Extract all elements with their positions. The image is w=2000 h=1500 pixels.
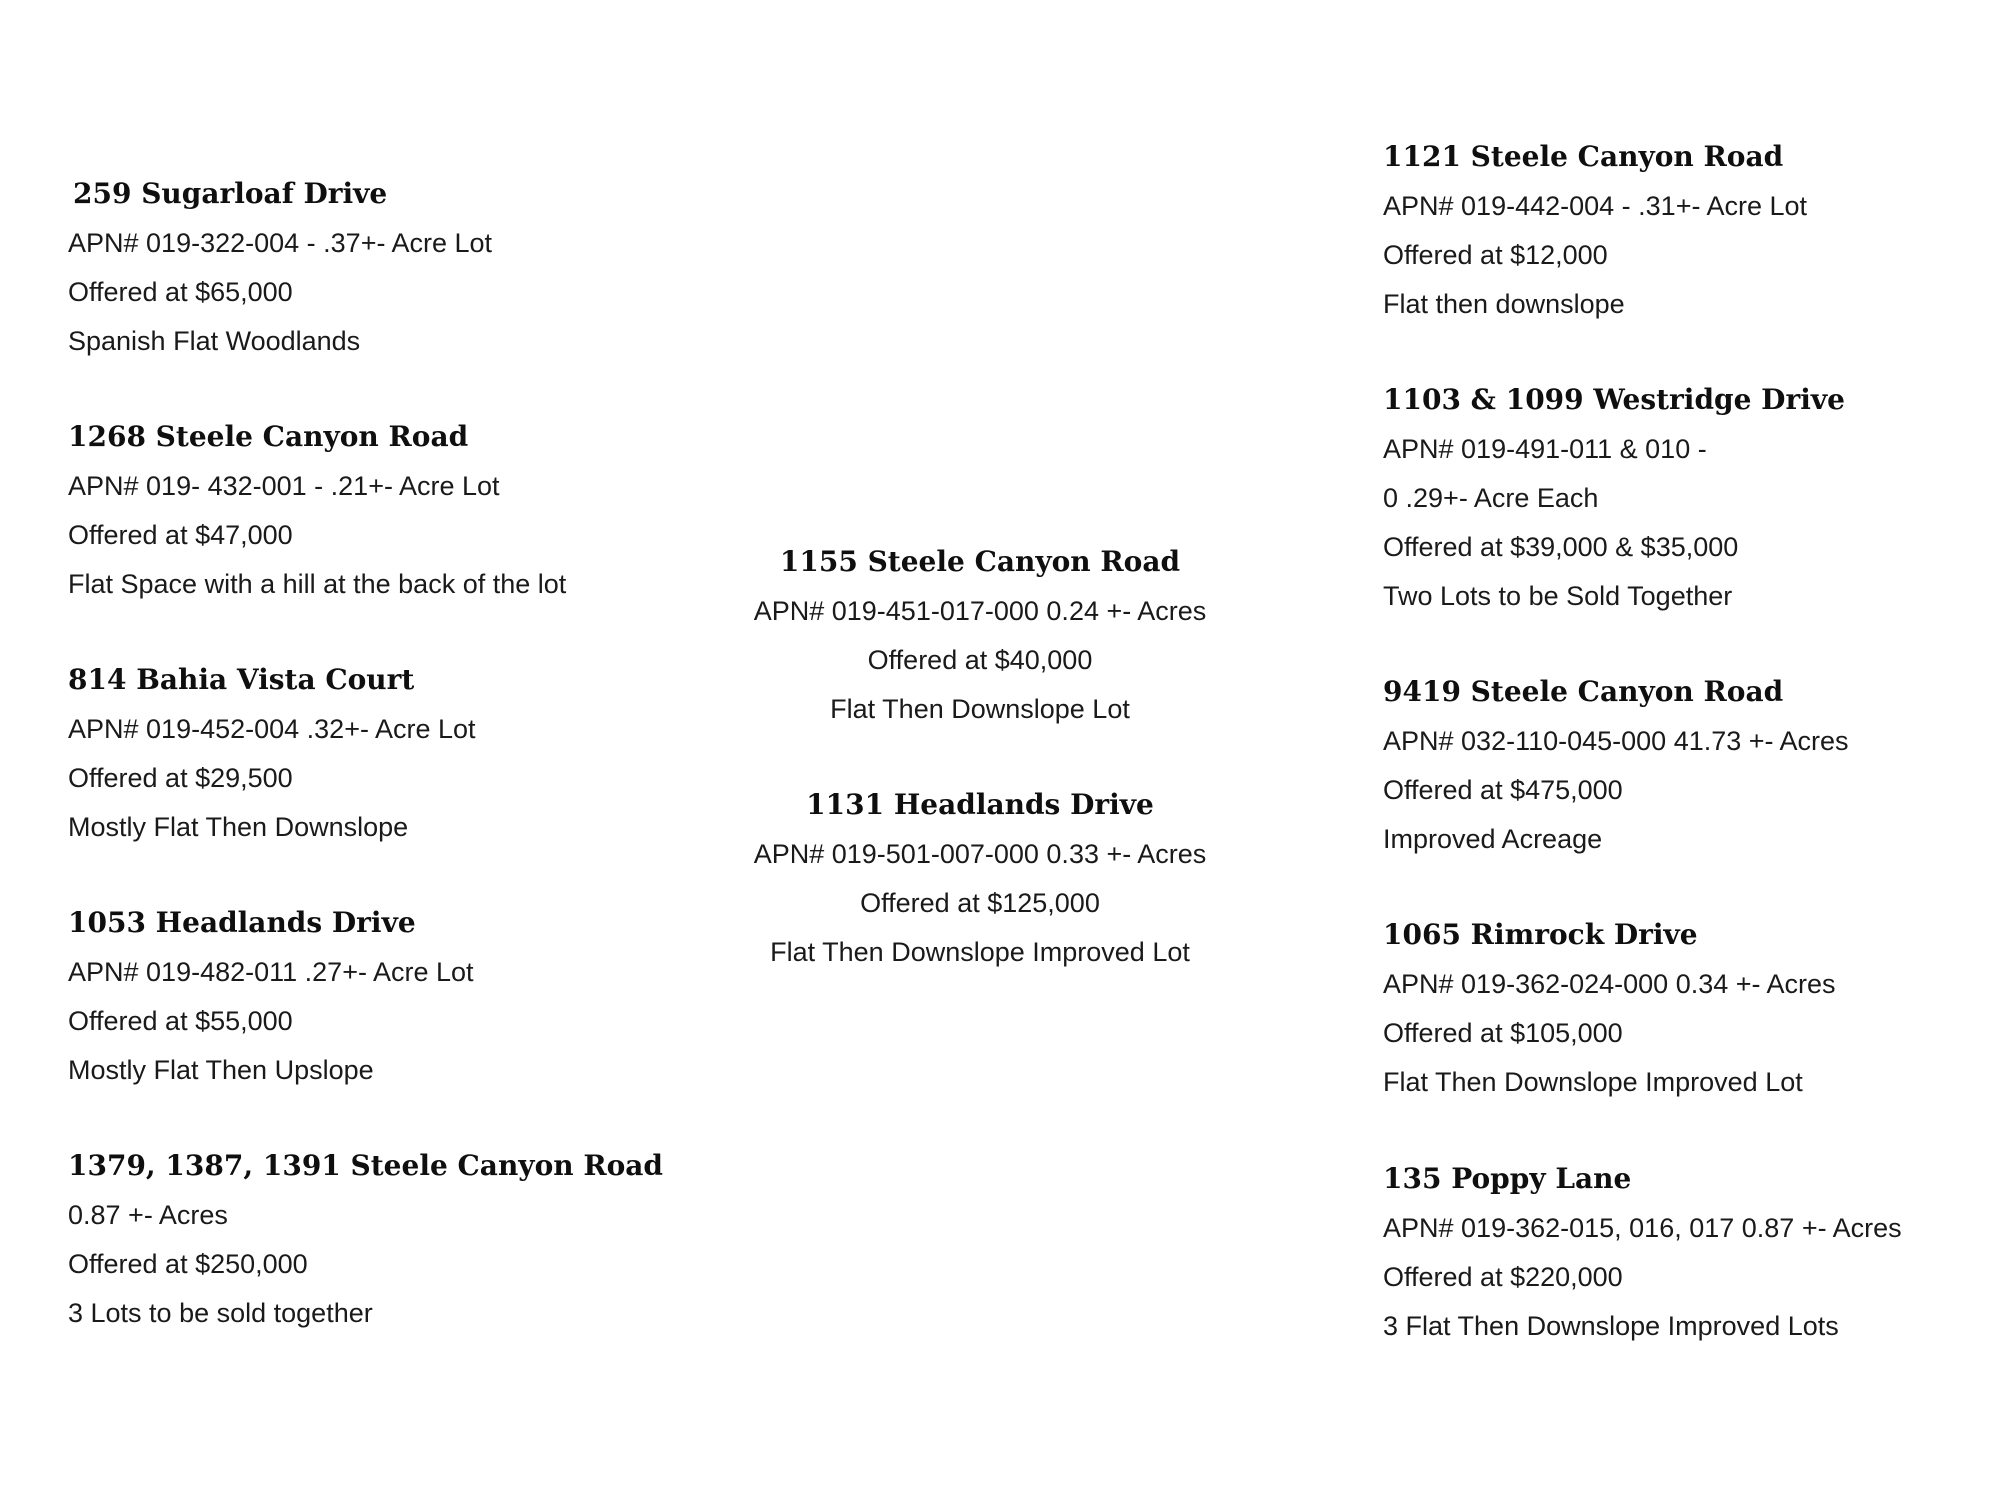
listing-price: Offered at $29,500: [68, 763, 293, 793]
listing-apn: APN# 019-451-017-000 0.24 +- Acres: [753, 596, 1207, 626]
listing-acreage: 0 .29+- Acre Each: [1383, 483, 1599, 513]
listing-apn: APN# 019-501-007-000 0.33 +- Acres: [753, 839, 1207, 869]
listing-acreage: 0.87 +- Acres: [68, 1200, 228, 1230]
listing-price: Offered at $105,000: [1383, 1018, 1623, 1048]
listing-1268-steele-canyon-road: [68, 418, 688, 614]
listing-title: 1131 Headlands Drive: [806, 788, 1154, 821]
listing-1053-headlands-drive: [68, 904, 688, 1100]
listing-description: Mostly Flat Then Upslope: [68, 1055, 374, 1085]
listing-title: 1103 & 1099 Westridge Drive: [1383, 383, 1845, 416]
listing-9419-steele-canyon-road: [1383, 673, 1983, 869]
listing-apn: APN# 032-110-045-000 41.73 +- Acres: [1383, 726, 1849, 756]
listing-title: 1155 Steele Canyon Road: [779, 545, 1181, 578]
listing-title: 1121 Steele Canyon Road: [1383, 140, 1784, 173]
listing-title: 1268 Steele Canyon Road: [68, 420, 469, 453]
listing-title: 135 Poppy Lane: [1383, 1162, 1632, 1195]
listing-price: Offered at $220,000: [1383, 1262, 1623, 1292]
listing-description: Spanish Flat Woodlands: [68, 326, 361, 356]
listing-description: 3 Lots to be sold together: [68, 1298, 373, 1328]
listing-price: Offered at $55,000: [68, 1006, 293, 1036]
listing-apn: APN# 019-452-004 .32+- Acre Lot: [68, 714, 476, 744]
listing-title: 259 Sugarloaf Drive: [73, 177, 388, 210]
listing-title: 9419 Steele Canyon Road: [1383, 675, 1784, 708]
listing-price: Offered at $65,000: [68, 277, 293, 307]
listing-price: Offered at $475,000: [1383, 775, 1623, 805]
listing-title: 814 Bahia Vista Court: [68, 663, 415, 696]
listing-259-sugarloaf-drive: [68, 175, 688, 371]
listing-814-bahia-vista-court: [68, 661, 688, 857]
listing-title: 1379, 1387, 1391 Steele Canyon Road: [68, 1149, 664, 1182]
listing-1121-steele-canyon-road: [1383, 138, 1983, 334]
listing-1131-headlands-drive: [700, 786, 1260, 982]
listing-1103-1099-westridge-drive: [1383, 381, 1983, 626]
listing-description: Two Lots to be Sold Together: [1383, 581, 1733, 611]
listing-1065-rimrock-drive: [1383, 916, 1983, 1112]
listing-price: Offered at $250,000: [68, 1249, 308, 1279]
listing-price: Offered at $40,000: [867, 645, 1093, 675]
listing-apn: APN# 019-442-004 - .31+- Acre Lot: [1383, 191, 1808, 221]
listing-apn: APN# 019- 432-001 - .21+- Acre Lot: [68, 471, 500, 501]
listing-apn: APN# 019-322-004 - .37+- Acre Lot: [68, 228, 493, 258]
listing-description: Flat Then Downslope Improved Lot: [770, 937, 1190, 967]
listing-apn: APN# 019-491-011 & 010 -: [1383, 434, 1707, 464]
listing-price: Offered at $125,000: [860, 888, 1100, 918]
listing-135-poppy-lane: [1383, 1160, 1983, 1356]
listing-description: Improved Acreage: [1383, 824, 1603, 854]
listing-description: Flat Then Downslope Lot: [830, 694, 1130, 724]
listing-apn: APN# 019-482-011 .27+- Acre Lot: [68, 957, 474, 987]
listing-price: Offered at $47,000: [68, 520, 293, 550]
listing-description: Flat Then Downslope Improved Lot: [1383, 1067, 1803, 1097]
listing-description: Mostly Flat Then Downslope: [68, 812, 409, 842]
listing-apn: APN# 019-362-015, 016, 017 0.87 +- Acres: [1383, 1213, 1902, 1243]
listing-price: Offered at $12,000: [1383, 240, 1608, 270]
listing-apn: APN# 019-362-024-000 0.34 +- Acres: [1383, 969, 1836, 999]
listing-1379-1387-1391-steele-canyon-road: [68, 1147, 688, 1343]
listing-description: Flat Space with a hill at the back of the lot: [68, 569, 567, 599]
listing-price: Offered at $39,000 & $35,000: [1383, 532, 1739, 562]
listing-description: 3 Flat Then Downslope Improved Lots: [1383, 1311, 1839, 1341]
listing-title: 1053 Headlands Drive: [68, 906, 416, 939]
listing-description: Flat then downslope: [1383, 289, 1625, 319]
listing-1155-steele-canyon-road: [700, 543, 1260, 739]
listing-title: 1065 Rimrock Drive: [1383, 918, 1698, 951]
